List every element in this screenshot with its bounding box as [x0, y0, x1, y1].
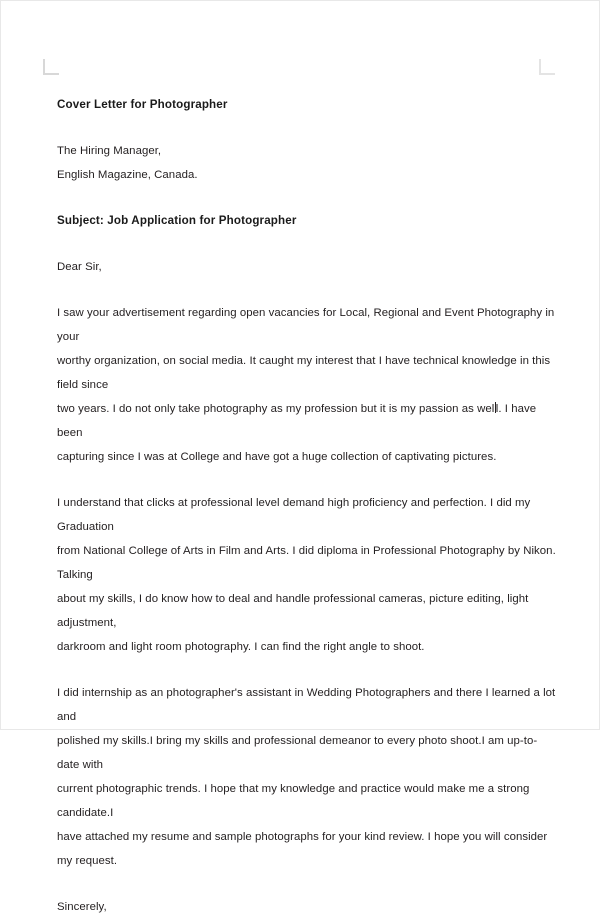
spacer	[57, 873, 559, 895]
paragraph-line-with-caret	[57, 397, 559, 445]
spacer	[57, 233, 559, 255]
paragraph-line: I saw your advertisement regarding open vacancies for Local, Regional and Event Photography in your	[57, 307, 555, 343]
paragraph-line: current photographic trends. I hope that my knowledge and practice would make me a strong candidate.I	[57, 783, 530, 819]
paragraph-line: about my skills, I do know how to deal and handle professional cameras, picture editing, light adjustment,	[57, 593, 529, 629]
subject-line: Subject: Job Application for Photographer	[57, 214, 297, 227]
document-title: Cover Letter for Photographer	[57, 98, 228, 111]
paragraph-line: I did internship as an photographer's assistant in Wedding Photographers and there I learned a lot and	[57, 687, 556, 723]
paragraph-2[interactable]	[57, 491, 559, 659]
paragraph-line: capturing since I was at College and have got a huge collection of captivating pictures.	[57, 451, 497, 463]
recipient-line-2: English Magazine, Canada.	[57, 169, 198, 181]
paragraph-line: polished my skills.I bring my skills and professional demeanor to every photo shoot.I am up-to-date with	[57, 735, 538, 771]
document-body	[57, 93, 559, 919]
paragraph-line: from National College of Arts in Film and Arts. I did diploma in Professional Photography by Nikon. Talking	[57, 545, 556, 581]
paragraph-line: have attached my resume and sample photographs for your kind review. I hope you will consider my request.	[57, 831, 548, 867]
paragraph-3[interactable]	[57, 681, 559, 873]
spacer	[57, 659, 559, 681]
spacer	[57, 469, 559, 491]
spacer	[57, 117, 559, 139]
page-corner-mark-top-left	[43, 59, 59, 75]
recipient-line-1: The Hiring Manager,	[57, 145, 162, 157]
spacer	[57, 279, 559, 301]
paragraph-line-text-after-caret: l. I have been	[57, 403, 537, 439]
spacer	[57, 187, 559, 209]
paragraph-line-text-before-caret: two years. I do not only take photography as my profession but it is my passion as wel	[57, 403, 495, 415]
paragraph-line: I understand that clicks at professional level demand high proficiency and perfection. I did my Graduation	[57, 497, 531, 533]
paragraph-line: worthy organization, on social media. It caught my interest that I have technical knowledge in this field since	[57, 355, 551, 391]
paragraph-line: darkroom and light room photography. I can find the right angle to shoot.	[57, 641, 425, 653]
salutation: Dear Sir,	[57, 261, 102, 273]
paragraph-1[interactable]	[57, 301, 559, 469]
closing-salutation: Sincerely,	[57, 901, 107, 913]
page-corner-mark-top-right	[539, 59, 555, 75]
